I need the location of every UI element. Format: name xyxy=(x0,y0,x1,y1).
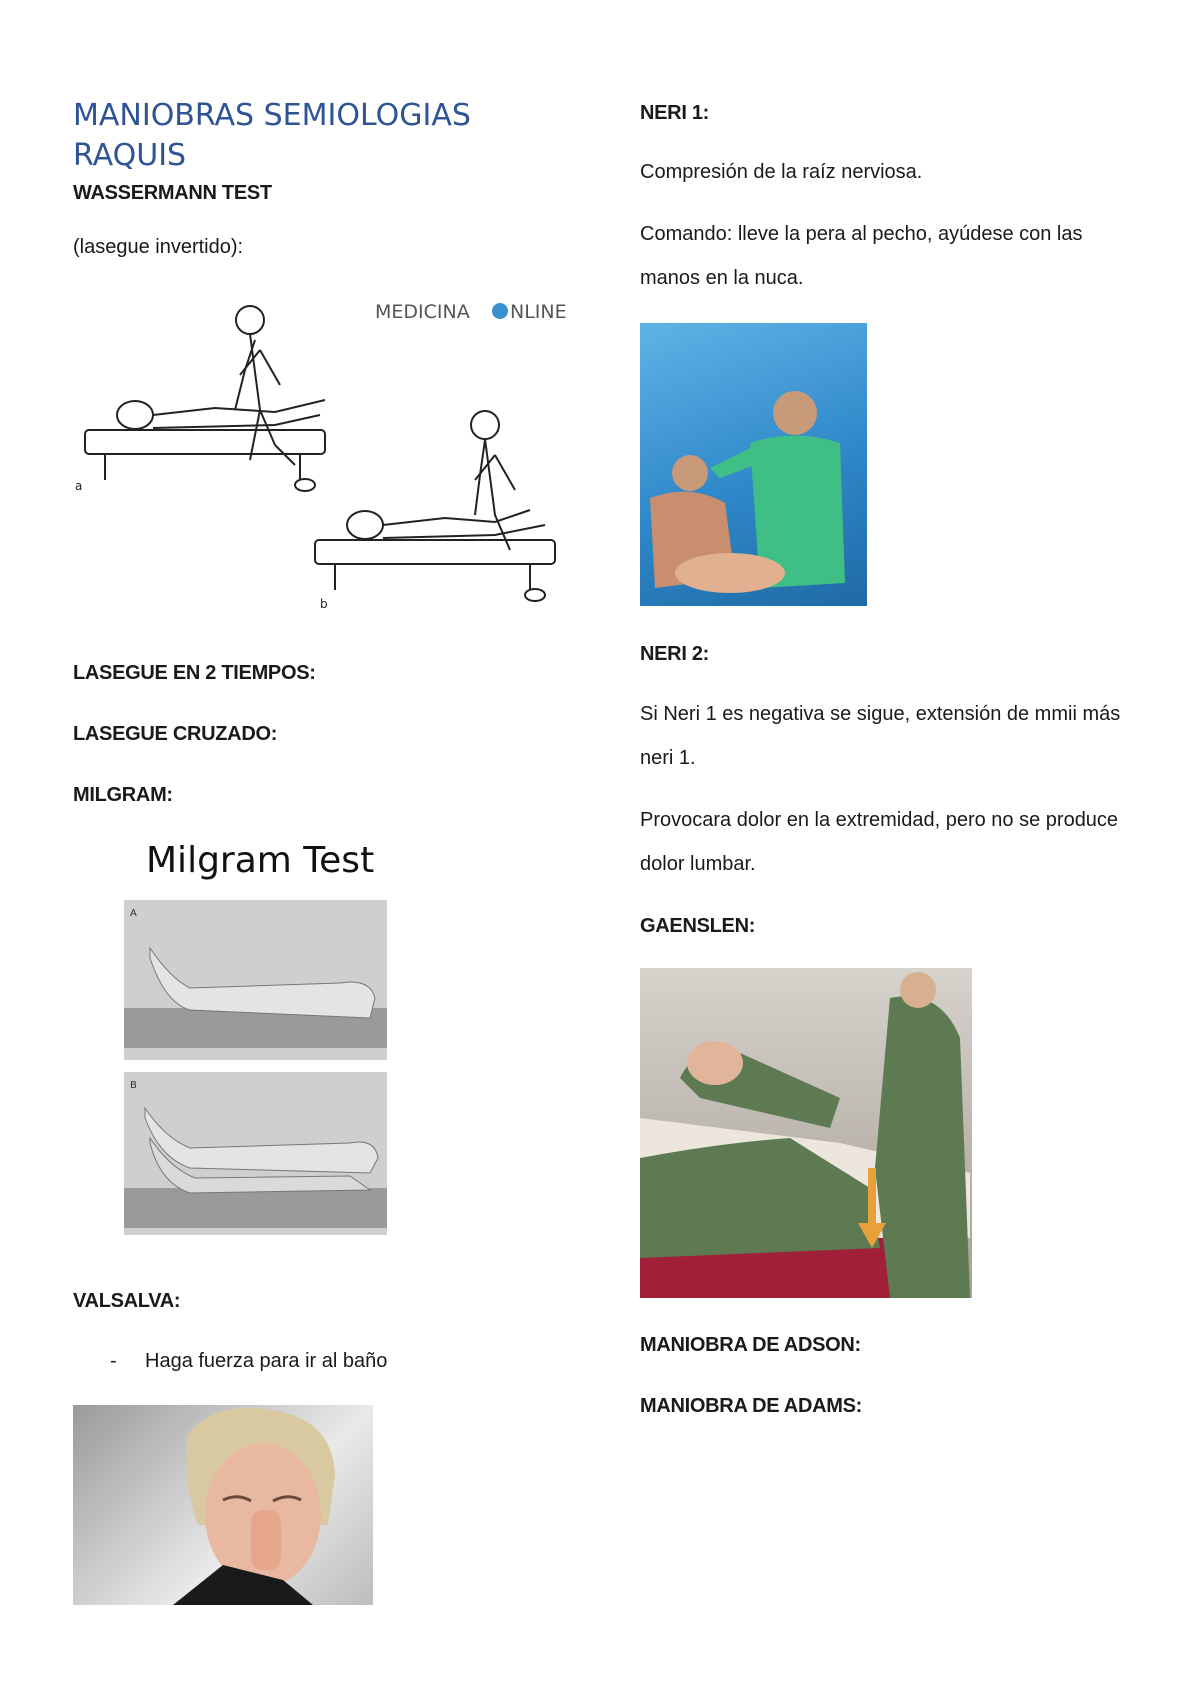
neri1-photo xyxy=(640,323,867,606)
milgram-figure xyxy=(120,838,390,1238)
valsalva-heading: VALSALVA: xyxy=(73,1290,181,1312)
neri2-text-2: Provocara dolor en la extremidad, pero no se produce dolor lumbar. xyxy=(640,809,1119,875)
neri1-text-2: Comando: lleve la pera al pecho, ayúdese con las manos en la nuca. xyxy=(640,223,1083,289)
wassermann-illustration xyxy=(75,290,575,620)
gaenslen-heading: GAENSLEN: xyxy=(640,915,756,937)
gaenslen-photo xyxy=(640,968,972,1298)
watermark-online: NLINE xyxy=(510,301,567,323)
watermark-logo-icon xyxy=(492,303,508,319)
adson-heading: MANIOBRA DE ADSON: xyxy=(640,1334,861,1356)
milgram-figure-title: Milgram Test xyxy=(146,840,375,881)
valsalva-photo xyxy=(73,1405,373,1605)
lasegue-cruzado-heading: LASEGUE CRUZADO: xyxy=(73,723,278,745)
valsalva-bullet-marker: - xyxy=(110,1350,117,1372)
neri1-text-1: Compresión de la raíz nerviosa. xyxy=(640,161,923,183)
watermark-medicina: MEDICINA xyxy=(375,301,470,323)
neri2-text-1: Si Neri 1 es negativa se sigue, extensión de mmii más neri 1. xyxy=(640,703,1121,769)
adams-heading: MANIOBRA DE ADAMS: xyxy=(640,1395,862,1417)
milgram-label-b: B xyxy=(130,1080,137,1091)
lasegue-2-tiempos-heading: LASEGUE EN 2 TIEMPOS: xyxy=(73,662,316,684)
wassermann-note: (lasegue invertido): xyxy=(73,236,244,258)
neri2-heading: NERI 2: xyxy=(640,643,710,665)
milgram-label-a: A xyxy=(130,908,137,919)
page-title: MANIOBRAS SEMIOLOGIAS RAQUIS xyxy=(73,98,471,173)
milgram-heading: MILGRAM: xyxy=(73,784,173,806)
figure-label-a: a xyxy=(75,479,83,493)
wassermann-heading: WASSERMANN TEST xyxy=(73,182,272,204)
valsalva-bullet-text: Haga fuerza para ir al baño xyxy=(145,1350,388,1372)
neri1-heading: NERI 1: xyxy=(640,102,710,124)
figure-b-drawing xyxy=(315,411,555,601)
figure-a-drawing xyxy=(85,306,325,491)
figure-label-b: b xyxy=(320,597,328,611)
